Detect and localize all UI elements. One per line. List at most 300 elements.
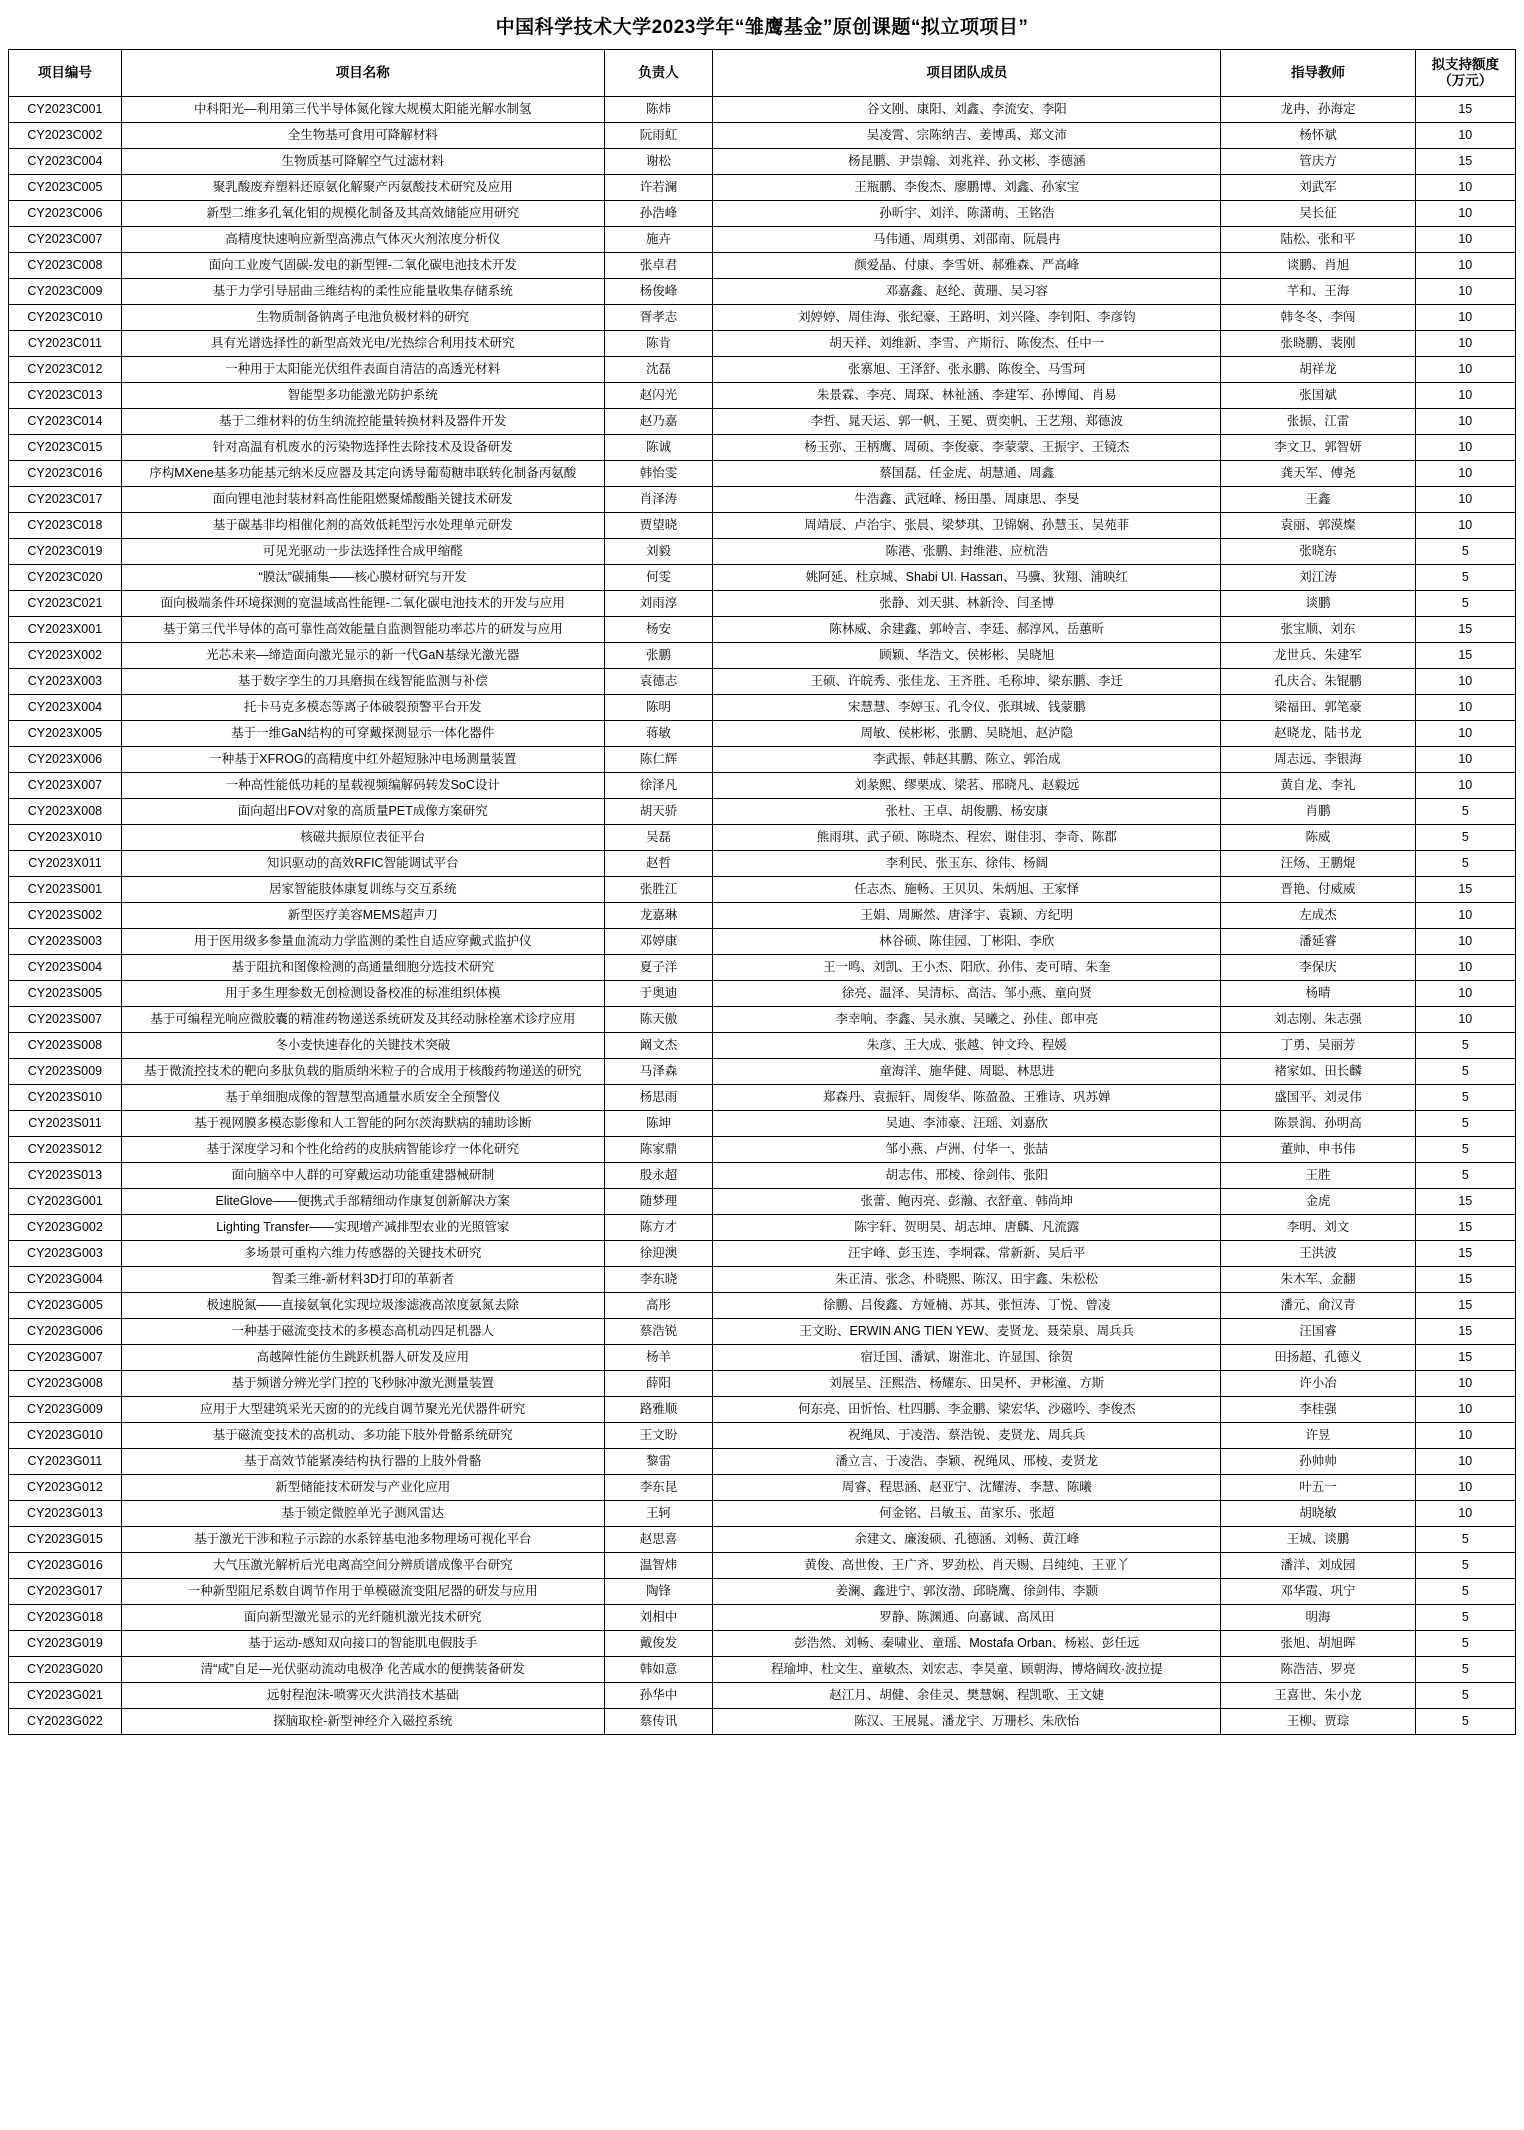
cell-project-amount: 10 (1415, 1423, 1515, 1449)
cell-project-team: 张蕾、鲍丙亮、彭瀚、衣舒童、韩尚坤 (713, 1189, 1221, 1215)
cell-project-name: Lighting Transfer——实现增产减排型农业的光照管家 (121, 1215, 604, 1241)
cell-project-id: CY2023G002 (9, 1215, 122, 1241)
cell-project-name: 基于锁定微腔单光子测风雷达 (121, 1501, 604, 1527)
cell-project-team: 王硕、许皖秀、张佳龙、王齐胜、毛称坤、梁东鹏、李迁 (713, 669, 1221, 695)
cell-project-id: CY2023G006 (9, 1319, 122, 1345)
table-row (9, 1475, 1516, 1501)
cell-project-amount: 5 (1415, 1579, 1515, 1605)
cell-project-mentor: 潘延睿 (1221, 929, 1415, 955)
cell-project-mentor: 梁福田、郭笔豪 (1221, 695, 1415, 721)
cell-project-team: 王一鸣、刘凯、王小杰、阳欣、孙伟、麦可晴、朱奎 (713, 955, 1221, 981)
cell-project-id: CY2023S004 (9, 955, 122, 981)
cell-project-id: CY2023X008 (9, 799, 122, 825)
cell-project-team: 罗静、陈渊通、向嘉诚、高凤田 (713, 1605, 1221, 1631)
cell-project-amount: 15 (1415, 1215, 1515, 1241)
cell-project-mentor: 王胜 (1221, 1163, 1415, 1189)
cell-project-amount: 5 (1415, 1137, 1515, 1163)
cell-project-name: 清“咸”自足—光伏驱动流动电极净 化苦咸水的便携装备研发 (121, 1657, 604, 1683)
cell-project-leader: 黎雷 (604, 1449, 713, 1475)
cell-project-id: CY2023C008 (9, 253, 122, 279)
cell-project-id: CY2023C001 (9, 97, 122, 123)
table-row (9, 903, 1516, 929)
cell-project-leader: 蒋敏 (604, 721, 713, 747)
cell-project-leader: 何雯 (604, 565, 713, 591)
cell-project-mentor: 张国斌 (1221, 383, 1415, 409)
cell-project-name: 探脑取栓-新型神经介入磁控系统 (121, 1709, 604, 1735)
cell-project-id: CY2023C019 (9, 539, 122, 565)
table-row (9, 1241, 1516, 1267)
cell-project-leader: 吴磊 (604, 825, 713, 851)
table-row (9, 1059, 1516, 1085)
cell-project-mentor: 潘元、俞汉青 (1221, 1293, 1415, 1319)
cell-project-name: 智能型多功能激光防护系统 (121, 383, 604, 409)
cell-project-leader: 谢松 (604, 149, 713, 175)
cell-project-team: 陈宇轩、贺明昊、胡志坤、唐麟、凡流露 (713, 1215, 1221, 1241)
cell-project-team: 杨昆鹏、尹崇翰、刘兆祥、孙文彬、李德涵 (713, 149, 1221, 175)
cell-project-team: 吴迪、李沛豪、汪瑶、刘嘉欣 (713, 1111, 1221, 1137)
cell-project-name: 一种新型阻尼系数自调节作用于单模磁流变阻尼器的研发与应用 (121, 1579, 604, 1605)
cell-project-leader: 刘毅 (604, 539, 713, 565)
cell-project-name: 高精度快速响应新型高沸点气体灭火剂浓度分析仪 (121, 227, 604, 253)
cell-project-id: CY2023C018 (9, 513, 122, 539)
cell-project-amount: 10 (1415, 253, 1515, 279)
cell-project-mentor: 管庆方 (1221, 149, 1415, 175)
cell-project-mentor: 陈威 (1221, 825, 1415, 851)
cell-project-team: 李利民、张玉东、徐伟、杨阔 (713, 851, 1221, 877)
cell-project-mentor: 胡晓敏 (1221, 1501, 1415, 1527)
cell-project-name: 中科阳光—利用第三代半导体氮化镓大规模太阳能光解水制氢 (121, 97, 604, 123)
column-header-amount-line2: （万元） (1438, 73, 1493, 88)
table-row (9, 669, 1516, 695)
cell-project-id: CY2023G012 (9, 1475, 122, 1501)
cell-project-team: 胡天祥、刘维新、李雪、产斯衍、陈俊杰、任中一 (713, 331, 1221, 357)
table-row (9, 1605, 1516, 1631)
cell-project-leader: 韩怡雯 (604, 461, 713, 487)
column-header-amount (1415, 50, 1515, 97)
cell-project-team: 胡志伟、邢棱、徐剑伟、张阳 (713, 1163, 1221, 1189)
cell-project-id: CY2023S007 (9, 1007, 122, 1033)
cell-project-mentor: 刘武军 (1221, 175, 1415, 201)
cell-project-id: CY2023C017 (9, 487, 122, 513)
cell-project-mentor: 田扬超、孔德义 (1221, 1345, 1415, 1371)
cell-project-id: CY2023C013 (9, 383, 122, 409)
cell-project-leader: 陶锋 (604, 1579, 713, 1605)
cell-project-name: 基于视网膜多模态影像和人工智能的阿尔茨海默病的辅助诊断 (121, 1111, 604, 1137)
cell-project-leader: 陈明 (604, 695, 713, 721)
table-row (9, 955, 1516, 981)
table-row (9, 279, 1516, 305)
cell-project-amount: 10 (1415, 1007, 1515, 1033)
cell-project-id: CY2023X006 (9, 747, 122, 773)
cell-project-amount: 15 (1415, 1319, 1515, 1345)
table-row (9, 1267, 1516, 1293)
cell-project-mentor: 王喜世、朱小龙 (1221, 1683, 1415, 1709)
table-row (9, 1345, 1516, 1371)
cell-project-leader: 孙浩峰 (604, 201, 713, 227)
cell-project-id: CY2023S010 (9, 1085, 122, 1111)
cell-project-mentor: 张旭、胡旭晖 (1221, 1631, 1415, 1657)
cell-project-amount: 5 (1415, 799, 1515, 825)
cell-project-leader: 徐迎澳 (604, 1241, 713, 1267)
cell-project-name: 光芯未来—缔造面向激光显示的新一代GaN基绿光激光器 (121, 643, 604, 669)
cell-project-name: 新型储能技术研发与产业化应用 (121, 1475, 604, 1501)
cell-project-name: 托卡马克多模态等离子体破裂预警平台开发 (121, 695, 604, 721)
cell-project-mentor: 明海 (1221, 1605, 1415, 1631)
cell-project-amount: 15 (1415, 1189, 1515, 1215)
cell-project-id: CY2023S005 (9, 981, 122, 1007)
cell-project-id: CY2023G016 (9, 1553, 122, 1579)
cell-project-name: 一种基于XFROG的高精度中红外超短脉冲电场测量装置 (121, 747, 604, 773)
cell-project-mentor: 李文卫、郭智妍 (1221, 435, 1415, 461)
cell-project-leader: 胡天骄 (604, 799, 713, 825)
cell-project-team: 彭浩然、刘畅、秦啸业、童瑶、Mostafa Orban、杨崧、彭任远 (713, 1631, 1221, 1657)
cell-project-leader: 李东晓 (604, 1267, 713, 1293)
cell-project-mentor: 陈浩洁、罗亮 (1221, 1657, 1415, 1683)
cell-project-mentor: 王柳、贾琮 (1221, 1709, 1415, 1735)
table-row (9, 97, 1516, 123)
table-row (9, 773, 1516, 799)
cell-project-mentor: 杨晴 (1221, 981, 1415, 1007)
page-title: 中国科学技术大学2023学年“雏鹰基金”原创课题“拟立项项目” (495, 17, 1029, 38)
cell-project-leader: 杨安 (604, 617, 713, 643)
cell-project-team: 马伟通、周琪勇、刘邵南、阮晨冉 (713, 227, 1221, 253)
table-row (9, 981, 1516, 1007)
table-row (9, 877, 1516, 903)
cell-project-team: 何金铭、吕敏玉、苗家乐、张超 (713, 1501, 1221, 1527)
table-row (9, 331, 1516, 357)
cell-project-leader: 王文盼 (604, 1423, 713, 1449)
cell-project-name: 用于多生理参数无创检测设备校准的标准组织体模 (121, 981, 604, 1007)
cell-project-amount: 5 (1415, 591, 1515, 617)
cell-project-mentor: 张晓鹏、裴刚 (1221, 331, 1415, 357)
cell-project-name: 基于激光干涉和粒子示踪的水系锌基电池多物理场可视化平台 (121, 1527, 604, 1553)
cell-project-mentor: 周志远、李银海 (1221, 747, 1415, 773)
cell-project-mentor: 左成杰 (1221, 903, 1415, 929)
cell-project-mentor: 龙世兵、朱建军 (1221, 643, 1415, 669)
cell-project-mentor: 黄自龙、李礼 (1221, 773, 1415, 799)
table-row (9, 695, 1516, 721)
table-header (9, 50, 1516, 97)
cell-project-team: 徐亮、温泽、吴清标、高洁、邹小燕、童向贤 (713, 981, 1221, 1007)
cell-project-id: CY2023G001 (9, 1189, 122, 1215)
cell-project-leader: 胥孝志 (604, 305, 713, 331)
cell-project-leader: 韩如意 (604, 1657, 713, 1683)
cell-project-id: CY2023S009 (9, 1059, 122, 1085)
cell-project-name: 基于碳基非均相催化剂的高效低耗型污水处理单元研发 (121, 513, 604, 539)
table-row (9, 1137, 1516, 1163)
cell-project-id: CY2023G019 (9, 1631, 122, 1657)
cell-project-leader: 徐泽凡 (604, 773, 713, 799)
cell-project-mentor: 张晓东 (1221, 539, 1415, 565)
cell-project-mentor: 杨怀斌 (1221, 123, 1415, 149)
cell-project-leader: 贾望晓 (604, 513, 713, 539)
cell-project-amount: 10 (1415, 487, 1515, 513)
table-row (9, 1709, 1516, 1735)
cell-project-id: CY2023S011 (9, 1111, 122, 1137)
cell-project-amount: 10 (1415, 383, 1515, 409)
cell-project-id: CY2023X003 (9, 669, 122, 695)
cell-project-name: 知识驱动的高效RFIC智能调试平台 (121, 851, 604, 877)
cell-project-team: 颜爱晶、付康、李雪妍、郝雅森、严高峰 (713, 253, 1221, 279)
column-header-amount-line1: 拟支持额度 (1431, 57, 1500, 73)
cell-project-mentor: 金虎 (1221, 1189, 1415, 1215)
cell-project-amount: 5 (1415, 1709, 1515, 1735)
cell-project-name: 面向工业废气固碳-发电的新型锂-二氧化碳电池技术开发 (121, 253, 604, 279)
cell-project-team: 刘彖熙、缪栗成、梁茗、邢晓凡、赵毅远 (713, 773, 1221, 799)
cell-project-team: 孙昕宇、刘洋、陈潇萌、王铭浩 (713, 201, 1221, 227)
cell-project-id: CY2023G008 (9, 1371, 122, 1397)
cell-project-amount: 5 (1415, 1163, 1515, 1189)
cell-project-amount: 15 (1415, 1345, 1515, 1371)
cell-project-name: 基于频谱分辨光学门控的飞秒脉冲激光测量装置 (121, 1371, 604, 1397)
cell-project-amount: 10 (1415, 461, 1515, 487)
cell-project-id: CY2023X007 (9, 773, 122, 799)
cell-project-leader: 陈肯 (604, 331, 713, 357)
cell-project-leader: 高彤 (604, 1293, 713, 1319)
cell-project-mentor: 潘洋、刘成园 (1221, 1553, 1415, 1579)
table-row (9, 1371, 1516, 1397)
cell-project-amount: 15 (1415, 617, 1515, 643)
cell-project-leader: 许若澜 (604, 175, 713, 201)
table-row (9, 1293, 1516, 1319)
cell-project-name: 基于阻抗和图像检测的高通量细胞分选技术研究 (121, 955, 604, 981)
cell-project-team: 童海洋、施华健、周聪、林思进 (713, 1059, 1221, 1085)
table-row (9, 1033, 1516, 1059)
cell-project-name: 高越障性能仿生跳跃机器人研发及应用 (121, 1345, 604, 1371)
cell-project-amount: 5 (1415, 1111, 1515, 1137)
cell-project-amount: 10 (1415, 435, 1515, 461)
cell-project-team: 李武振、韩赵其鹏、陈立、郭治成 (713, 747, 1221, 773)
cell-project-team: 谷文刚、康阳、刘鑫、李流安、李阳 (713, 97, 1221, 123)
cell-project-name: 冬小麦快速春化的关键技术突破 (121, 1033, 604, 1059)
cell-project-team: 吴凌霄、宗陈纳吉、姜博禹、郑文沛 (713, 123, 1221, 149)
table-row (9, 123, 1516, 149)
cell-project-name: 基于深度学习和个性化给药的皮肤病智能诊疗一体化研究 (121, 1137, 604, 1163)
cell-project-name: 一种用于太阳能光伏组件表面自清洁的高透光材料 (121, 357, 604, 383)
cell-project-id: CY2023G021 (9, 1683, 122, 1709)
cell-project-mentor: 汪国睿 (1221, 1319, 1415, 1345)
cell-project-id: CY2023C004 (9, 149, 122, 175)
cell-project-amount: 15 (1415, 877, 1515, 903)
cell-project-mentor: 吴长征 (1221, 201, 1415, 227)
cell-project-mentor: 董帅、申书伟 (1221, 1137, 1415, 1163)
table-row (9, 851, 1516, 877)
cell-project-id: CY2023C005 (9, 175, 122, 201)
cell-project-name: “膜汰”碳捕集——核心膜材研究与开发 (121, 565, 604, 591)
cell-project-leader: 阚文杰 (604, 1033, 713, 1059)
cell-project-leader: 刘雨淳 (604, 591, 713, 617)
cell-project-leader: 肖泽涛 (604, 487, 713, 513)
cell-project-amount: 10 (1415, 903, 1515, 929)
table-row (9, 1683, 1516, 1709)
cell-project-leader: 王轲 (604, 1501, 713, 1527)
cell-project-amount: 15 (1415, 643, 1515, 669)
cell-project-leader: 马泽森 (604, 1059, 713, 1085)
cell-project-leader: 施卉 (604, 227, 713, 253)
cell-project-id: CY2023G017 (9, 1579, 122, 1605)
column-header-leader: 负责人 (604, 50, 713, 97)
cell-project-id: CY2023S012 (9, 1137, 122, 1163)
cell-project-leader: 陈天傲 (604, 1007, 713, 1033)
cell-project-id: CY2023S001 (9, 877, 122, 903)
cell-project-amount: 10 (1415, 773, 1515, 799)
cell-project-amount: 10 (1415, 1475, 1515, 1501)
cell-project-mentor: 肖鹏 (1221, 799, 1415, 825)
cell-project-mentor: 晋艳、付威威 (1221, 877, 1415, 903)
cell-project-name: 基于单细胞成像的智慧型高通量水质安全全预警仪 (121, 1085, 604, 1111)
cell-project-mentor: 王鑫 (1221, 487, 1415, 513)
cell-project-name: 聚乳酸废弃塑料还原氨化解聚产丙氨酸技术研究及应用 (121, 175, 604, 201)
cell-project-amount: 10 (1415, 721, 1515, 747)
cell-project-team: 任志杰、施畅、王贝贝、朱炳旭、王家怿 (713, 877, 1221, 903)
cell-project-name: 面向极端条件环境探测的宽温域高性能锂-二氧化碳电池技术的开发与应用 (121, 591, 604, 617)
cell-project-mentor: 许小冶 (1221, 1371, 1415, 1397)
table-row (9, 1423, 1516, 1449)
cell-project-mentor: 谈鹏 (1221, 591, 1415, 617)
cell-project-name: 面向新型激光显示的光纤随机激光技术研究 (121, 1605, 604, 1631)
cell-project-team: 邓嘉鑫、赵纶、黄珊、吴习容 (713, 279, 1221, 305)
cell-project-id: CY2023G013 (9, 1501, 122, 1527)
cell-project-leader: 夏子洋 (604, 955, 713, 981)
cell-project-name: 面向超出FOV对象的高质量PET成像方案研究 (121, 799, 604, 825)
table-row (9, 1215, 1516, 1241)
cell-project-amount: 5 (1415, 1657, 1515, 1683)
cell-project-name: 居家智能肢体康复训练与交互系统 (121, 877, 604, 903)
cell-project-id: CY2023X002 (9, 643, 122, 669)
cell-project-id: CY2023X004 (9, 695, 122, 721)
cell-project-amount: 10 (1415, 279, 1515, 305)
cell-project-id: CY2023C007 (9, 227, 122, 253)
cell-project-team: 顾颖、华浩文、侯彬彬、吴晓旭 (713, 643, 1221, 669)
cell-project-amount: 10 (1415, 513, 1515, 539)
cell-project-id: CY2023C002 (9, 123, 122, 149)
cell-project-name: 序构MXene基多功能基元纳米反应器及其定向诱导葡萄糖串联转化制备丙氨酸 (121, 461, 604, 487)
cell-project-team: 余建文、廉浚硕、孔德涵、刘畅、黄江峰 (713, 1527, 1221, 1553)
table-row (9, 513, 1516, 539)
cell-project-name: 基于第三代半导体的高可靠性高效能量自监测智能功率芯片的研发与应用 (121, 617, 604, 643)
cell-project-team: 赵江月、胡健、余佳灵、樊慧娴、程凯歌、王文婕 (713, 1683, 1221, 1709)
cell-project-name: 用于医用级多参量血流动力学监测的柔性自适应穿戴式监护仪 (121, 929, 604, 955)
cell-project-amount: 5 (1415, 1683, 1515, 1709)
cell-project-id: CY2023C009 (9, 279, 122, 305)
cell-project-team: 朱正清、张念、朴晓熙、陈汉、田宇鑫、朱松松 (713, 1267, 1221, 1293)
cell-project-mentor: 叶五一 (1221, 1475, 1415, 1501)
cell-project-team: 杨玉弥、王柄鹰、周硕、李俊豪、李蒙蒙、王振宇、王镜杰 (713, 435, 1221, 461)
cell-project-leader: 于奥迪 (604, 981, 713, 1007)
cell-project-leader: 杨俊峰 (604, 279, 713, 305)
cell-project-amount: 10 (1415, 669, 1515, 695)
cell-project-id: CY2023X010 (9, 825, 122, 851)
cell-project-team: 张静、刘天骐、林新泠、闫圣博 (713, 591, 1221, 617)
table-row (9, 435, 1516, 461)
cell-project-amount: 10 (1415, 305, 1515, 331)
cell-project-mentor: 盛国平、刘灵伟 (1221, 1085, 1415, 1111)
table-row (9, 1631, 1516, 1657)
cell-project-id: CY2023C016 (9, 461, 122, 487)
cell-project-mentor: 龚天军、傅尧 (1221, 461, 1415, 487)
cell-project-mentor: 龙冉、孙海定 (1221, 97, 1415, 123)
cell-project-mentor: 孙帅帅 (1221, 1449, 1415, 1475)
column-header-mentor: 指导教师 (1221, 50, 1415, 97)
cell-project-leader: 陈家鼎 (604, 1137, 713, 1163)
cell-project-amount: 10 (1415, 955, 1515, 981)
cell-project-id: CY2023G004 (9, 1267, 122, 1293)
cell-project-mentor: 张宝顺、刘东 (1221, 617, 1415, 643)
table-row (9, 539, 1516, 565)
cell-project-team: 宿迁国、潘斌、谢淮北、许显国、徐贺 (713, 1345, 1221, 1371)
cell-project-id: CY2023X001 (9, 617, 122, 643)
cell-project-team: 李幸响、李鑫、吴永旗、吴曦之、孙佳、郎申亮 (713, 1007, 1221, 1033)
cell-project-mentor: 张振、江雷 (1221, 409, 1415, 435)
cell-project-name: 基于一维GaN结构的可穿戴探测显示一体化器件 (121, 721, 604, 747)
cell-project-team: 陈汉、王展晁、潘龙宇、万珊杉、朱欣怡 (713, 1709, 1221, 1735)
cell-project-mentor: 陈景润、孙明高 (1221, 1111, 1415, 1137)
cell-project-name: 基于高效节能紧凑结构执行器的上肢外骨骼 (121, 1449, 604, 1475)
cell-project-amount: 5 (1415, 1085, 1515, 1111)
cell-project-id: CY2023C010 (9, 305, 122, 331)
cell-project-mentor: 许昱 (1221, 1423, 1415, 1449)
table-row (9, 149, 1516, 175)
cell-project-amount: 5 (1415, 1631, 1515, 1657)
cell-project-team: 陈林威、余建鑫、郭岭言、李廷、郝淳风、岳蕙昕 (713, 617, 1221, 643)
table-row (9, 1657, 1516, 1683)
cell-project-team: 徐鹏、吕俊鑫、方娅楠、苏其、张恒涛、丁悦、曾凌 (713, 1293, 1221, 1319)
cell-project-id: CY2023C015 (9, 435, 122, 461)
cell-project-mentor: 芊和、王海 (1221, 279, 1415, 305)
projects-table (8, 49, 1516, 1735)
cell-project-leader: 刘相中 (604, 1605, 713, 1631)
cell-project-mentor: 胡祥龙 (1221, 357, 1415, 383)
cell-project-amount: 5 (1415, 1553, 1515, 1579)
cell-project-amount: 10 (1415, 331, 1515, 357)
cell-project-amount: 5 (1415, 1033, 1515, 1059)
cell-project-id: CY2023C012 (9, 357, 122, 383)
cell-project-team: 张寨旭、王泽舒、张永鹏、陈俊全、马雪珂 (713, 357, 1221, 383)
cell-project-mentor: 刘志刚、朱志强 (1221, 1007, 1415, 1033)
cell-project-mentor: 李保庆 (1221, 955, 1415, 981)
cell-project-team: 蔡国磊、任金虎、胡慧通、周鑫 (713, 461, 1221, 487)
cell-project-id: CY2023G007 (9, 1345, 122, 1371)
cell-project-amount: 10 (1415, 981, 1515, 1007)
cell-project-amount: 5 (1415, 851, 1515, 877)
table-row (9, 1085, 1516, 1111)
cell-project-amount: 10 (1415, 123, 1515, 149)
cell-project-name: 智柔三维-新材料3D打印的革新者 (121, 1267, 604, 1293)
cell-project-leader: 袁德志 (604, 669, 713, 695)
table-header-row (9, 50, 1516, 97)
table-row (9, 1007, 1516, 1033)
cell-project-name: 基于可编程光响应微胶囊的精准药物递送系统研发及其经动脉栓塞术诊疗应用 (121, 1007, 604, 1033)
cell-project-name: 面向锂电池封装材料高性能阻燃聚烯酸酯关键技术研发 (121, 487, 604, 513)
cell-project-id: CY2023G009 (9, 1397, 122, 1423)
cell-project-team: 陈港、张鹏、封维港、应杭浩 (713, 539, 1221, 565)
cell-project-leader: 陈方才 (604, 1215, 713, 1241)
cell-project-amount: 15 (1415, 97, 1515, 123)
cell-project-name: 基于磁流变技术的高机动、多功能下肢外骨骼系统研究 (121, 1423, 604, 1449)
table-row (9, 1553, 1516, 1579)
cell-project-amount: 10 (1415, 695, 1515, 721)
table-row (9, 591, 1516, 617)
table-row (9, 227, 1516, 253)
cell-project-team: 王娟、周厮然、唐泽宇、袁颖、方纪明 (713, 903, 1221, 929)
table-row (9, 305, 1516, 331)
cell-project-team: 王瓶鹏、李俊杰、廖鹏博、刘鑫、孙家宝 (713, 175, 1221, 201)
table-row (9, 357, 1516, 383)
cell-project-team: 王文盼、ERWIN ANG TIEN YEW、麦贤龙、聂荣泉、周兵兵 (713, 1319, 1221, 1345)
cell-project-name: 应用于大型建筑采光天窗的的光线自调节聚光光伏器件研究 (121, 1397, 604, 1423)
table-row (9, 721, 1516, 747)
cell-project-leader: 随梦理 (604, 1189, 713, 1215)
